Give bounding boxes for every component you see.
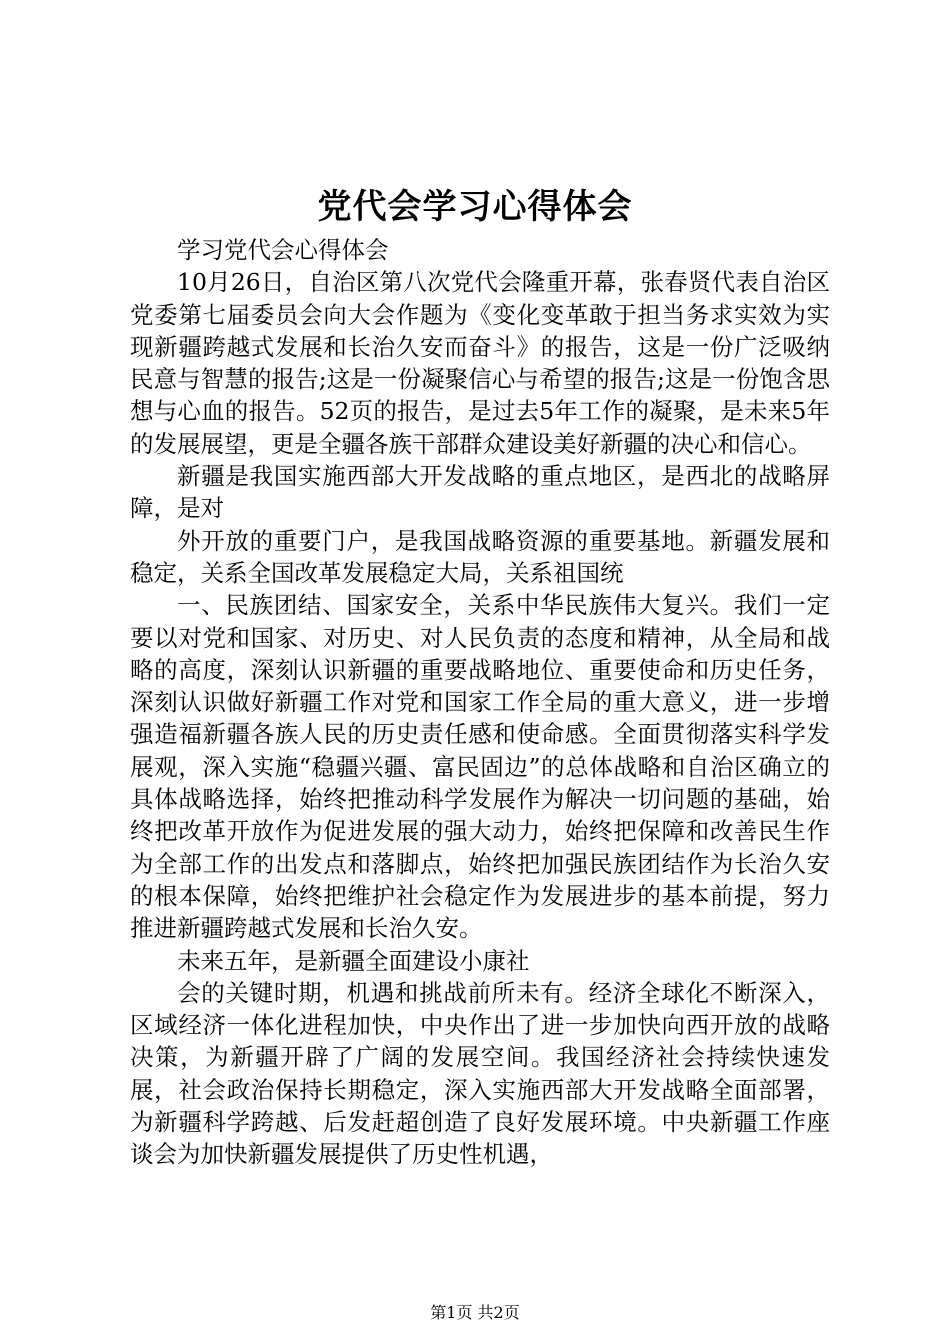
paragraph-open-gateway: 外开放的重要门户，是我国战略资源的重要基地。新疆发展和稳定，关系全国改革发展稳定大局，关系祖国统	[130, 526, 830, 587]
document-title: 党代会学习心得体会	[317, 187, 633, 227]
paragraph-strategic-area: 新疆是我国实施西部大开发战略的重点地区，是西北的战略屏障，是对	[130, 462, 830, 523]
paragraph-opportunities: 会的关键时期，机遇和挑战前所未有。经济全球化不断深入，区域经济一体化进程加快，中央作出了进一步加快向西开放的战略决策，为新疆开辟了广阔的发展空间。我国经济社会持续快速发展，社会政治保持长期稳定，深入实施西部大开发战略全面部署，为新疆科学跨越、后发赶超创造了良好发展环境。中央新疆工作座谈会为加快新疆发展提供了历史性机遇，	[130, 978, 830, 1169]
document-body	[130, 234, 830, 1171]
paragraph-next-five-years: 未来五年，是新疆全面建设小康社	[177, 946, 530, 975]
paragraph-opening: 10月26日，自治区第八次党代会隆重开幕，张春贤代表自治区党委第七届委员会向大会作题为《变化变革敢于担当务求实效为实现新疆跨越式发展和长治久安而奋斗》的报告，这是一份广泛吸纳民意与智慧的报告;这是一份凝聚信心与希望的报告;这是一份饱含思想与心血的报告。52页的报告，是过去5年工作的凝聚，是未来5年的发展展望，更是全疆各族干部群众建设美好新疆的决心和信心。	[130, 268, 830, 458]
paragraph-national-unity: 一、民族团结、国家安全，关系中华民族伟大复兴。我们一定要以对党和国家、对历史、对人民负责的态度和精神，从全局和战略的高度，深刻认识新疆的重要战略地位、重要使命和历史任务，深刻认识做好新疆工作对党和国家工作全局的重大意义，进一步增强造福新疆各族人民的历史责任感和使命感。全面贯彻落实科学发展观，深入实施“稳疆兴疆、富民固边”的总体战略和自治区确立的具体战略选择，始终把推动科学发展作为解决一切问题的基础，始终把改革开放作为促进发展的强大动力，始终把保障和改善民生作为全部工作的出发点和落脚点，始终把加强民族团结作为长治久安的根本保障，始终把维护社会稳定作为发展进步的基本前提，努力推进新疆跨越式发展和长治久安。	[130, 591, 830, 943]
paragraph-subtitle: 学习党代会心得体会	[177, 236, 389, 264]
page-footer: 第1页 共2页	[430, 1303, 520, 1322]
